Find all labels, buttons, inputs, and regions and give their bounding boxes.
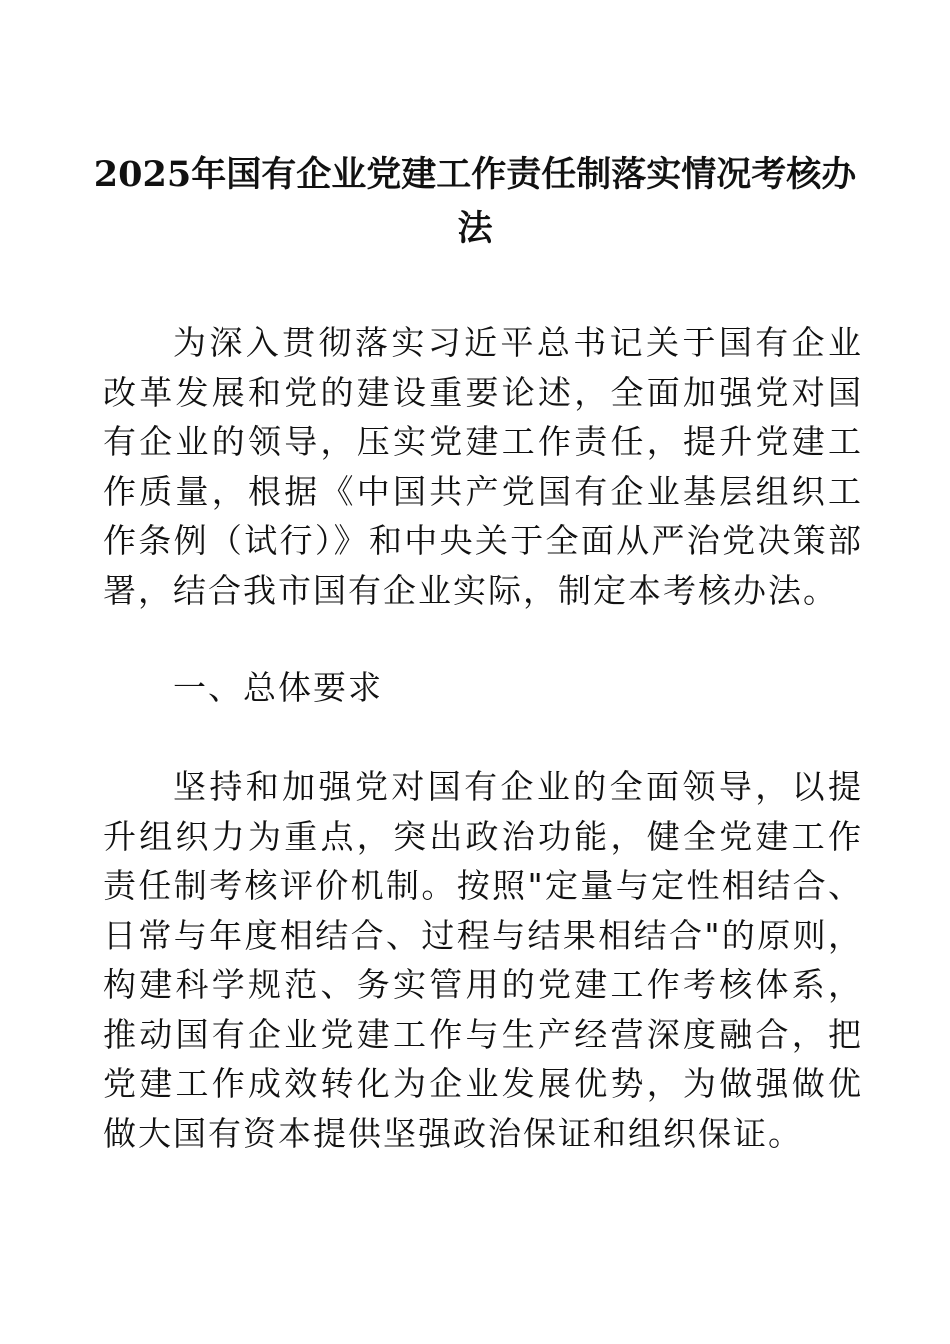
document-title: 2025年国有企业党建工作责任制落实情况考核办法 [93,154,857,249]
intro-paragraph: 为深入贯彻落实习近平总书记关于国有企业改革发展和党的建设重要论述，全面加强党对国有企业的领导，压实党建工作责任，提升党建工作质量，根据《中国共产党国有企业基层组织工作条例（试行）》和中央关于全面从严治党决策部署，结合我市国有企业实际，制定本考核办法。 [103,323,863,610]
general-requirements-paragraph: 坚持和加强党对国有企业的全面领导，以提升组织力为重点，突出政治功能，健全党建工作责任制考核评价机制。按照"定量与定性相结合、日常与年度相结合、过程与结果相结合"的原则，构建科学规范、务实管用的党建工作考核体系，推动国有企业党建工作与生产经营深度融合，把党建工作成效转化为企业发展优势，为做强做优做大国有资本提供坚强政治保证和组织保证。 [103,767,863,1153]
section-heading: 一、总体要求 [173,668,383,707]
